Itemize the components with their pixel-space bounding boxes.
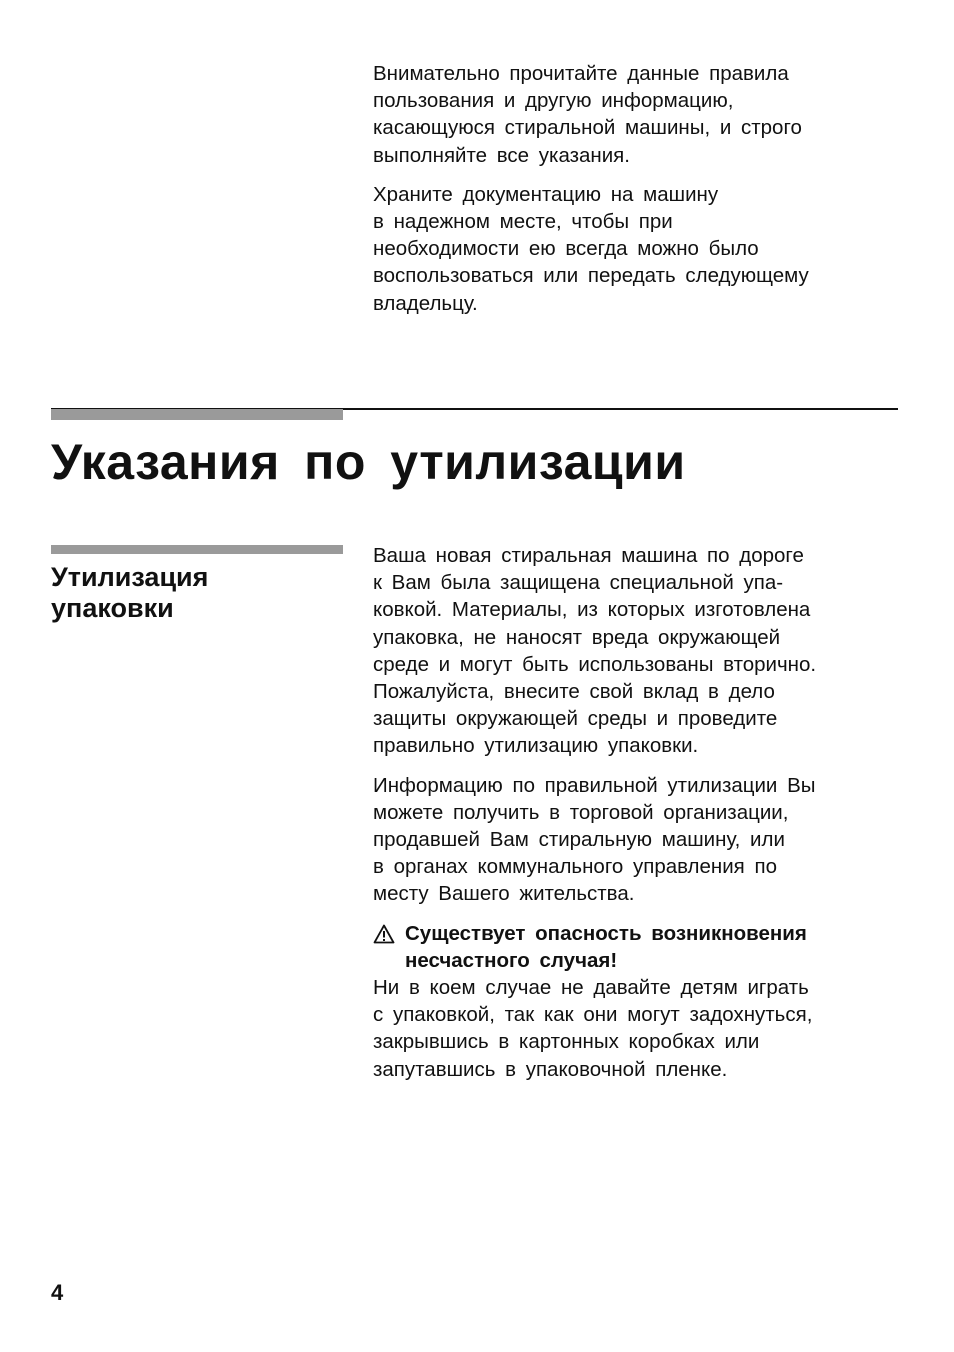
page-number: 4 bbox=[51, 1280, 64, 1305]
warning-text: Ни в коем случае не давайте детям играть с упаковкой, так как они могут задохнуться, закрывшись в картонных коробках или запутавшись в упаковочной пленке. bbox=[373, 976, 813, 1081]
subsection-accent-bar bbox=[51, 545, 343, 554]
disposal-body bbox=[373, 542, 903, 1083]
intro-block bbox=[373, 60, 903, 317]
warning-heading bbox=[373, 920, 903, 974]
warning-triangle-icon bbox=[373, 920, 405, 974]
intro-paragraph-2: Храните документацию на машину в надежном месте, чтобы при необходимости ею всегда можно было воспользоваться или передать следующему владельцу. bbox=[373, 182, 809, 315]
section-title: Указания по утилизации bbox=[51, 434, 686, 490]
subsection-title: Утилизация упаковки bbox=[51, 562, 209, 623]
warning-title-line-1: Существует опасность возникновения bbox=[405, 921, 807, 945]
section-accent-bar bbox=[51, 409, 343, 420]
intro-paragraph-1: Внимательно прочитайте данные правила пользования и другую информацию, касающуюся стиральной машины, и строго выполняйте все указания. bbox=[373, 62, 802, 167]
body-paragraph-1: Ваша новая стиральная машина по дороге к Вам была защищена специальной упа- ковкой. Материалы, из которых изготовлена упаковка, не наносят вреда окружающей среде и могут быть использованы вторично. Пожалуйста, внесите свой вклад в дело защиты окружающей среды и проведите правильно утилизацию упаковки. bbox=[373, 544, 817, 758]
warning-title-line-2: несчастного случая! bbox=[405, 948, 618, 972]
body-paragraph-2: Информацию по правильной утилизации Вы можете получить в торговой организации, продавшей Вам стиральную машину, или в органах коммунального управления по месту Вашего жительства. bbox=[373, 773, 816, 906]
